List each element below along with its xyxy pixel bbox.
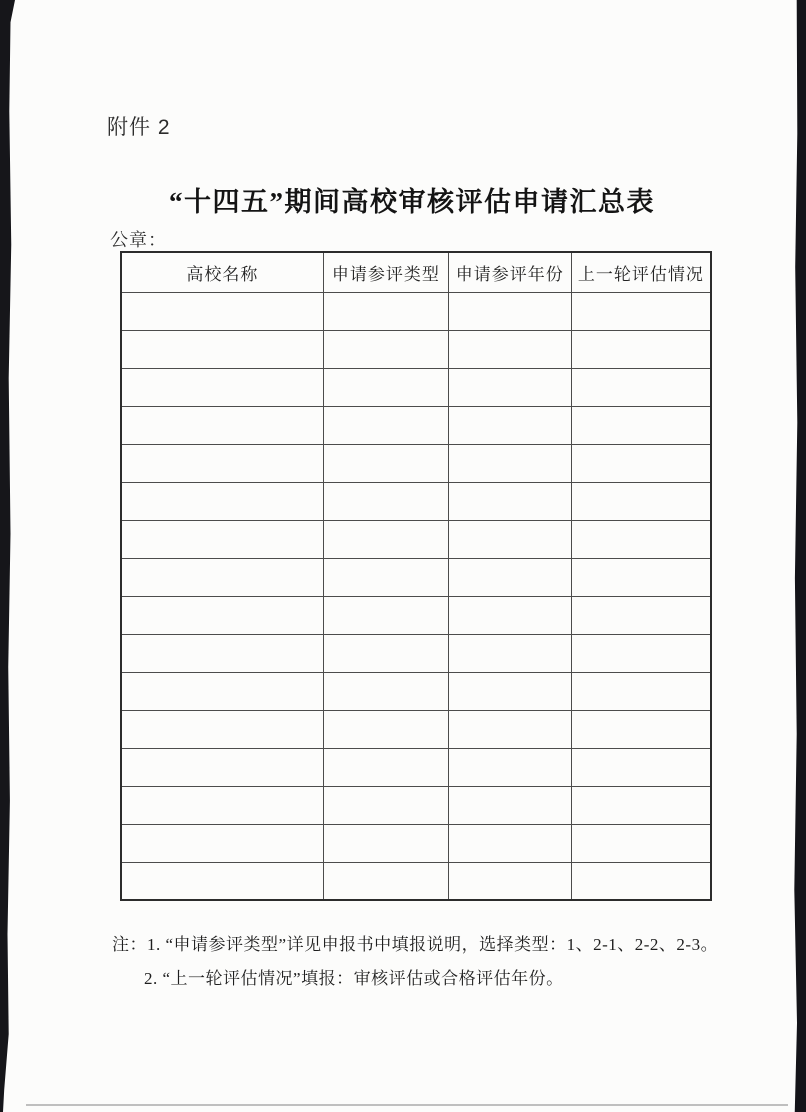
- scan-artifact-bottom-line: [26, 1104, 788, 1106]
- table-row: [121, 330, 711, 368]
- table-cell: [448, 634, 571, 672]
- summary-table-body: [121, 292, 711, 900]
- table-row: [121, 368, 711, 406]
- table-cell: [323, 824, 448, 862]
- column-header: 申请参评年份: [448, 252, 571, 292]
- table-cell: [121, 558, 323, 596]
- scan-artifact-left-edge: [0, 0, 15, 1112]
- document-title: “十四五”期间高校审核评估申请汇总表: [169, 187, 655, 217]
- table-cell: [571, 862, 711, 900]
- table-cell: [323, 482, 448, 520]
- table-cell: [121, 292, 323, 330]
- table-cell: [121, 596, 323, 634]
- table-cell: [121, 330, 323, 368]
- seal-label: 公章：: [110, 230, 167, 250]
- table-cell: [448, 330, 571, 368]
- table-cell: [448, 824, 571, 862]
- note-line: 注：1. “申请参评类型”详见申报书中填报说明，选择类型：1、2-1、2-2、2-3。: [112, 935, 719, 954]
- table-cell: [323, 292, 448, 330]
- table-cell: [571, 368, 711, 406]
- table-cell: [121, 824, 323, 862]
- table-cell: [448, 444, 571, 482]
- table-cell: [323, 330, 448, 368]
- table-cell: [323, 786, 448, 824]
- table-row: [121, 862, 711, 900]
- table-cell: [121, 368, 323, 406]
- table-cell: [448, 596, 571, 634]
- table-cell: [121, 748, 323, 786]
- table-cell: [323, 406, 448, 444]
- table-cell: [323, 634, 448, 672]
- table-cell: [121, 862, 323, 900]
- table-cell: [571, 710, 711, 748]
- table-cell: [571, 444, 711, 482]
- summary-table-head-row: [121, 252, 711, 292]
- table-cell: [448, 520, 571, 558]
- table-cell: [323, 520, 448, 558]
- table-cell: [121, 710, 323, 748]
- table-cell: [323, 558, 448, 596]
- table-cell: [323, 710, 448, 748]
- attachment-label: 附件 2: [107, 116, 171, 139]
- table-cell: [571, 292, 711, 330]
- table-row: [121, 406, 711, 444]
- table-cell: [571, 672, 711, 710]
- table-cell: [121, 406, 323, 444]
- table-cell: [571, 330, 711, 368]
- table-cell: [323, 672, 448, 710]
- table-cell: [571, 558, 711, 596]
- table-cell: [571, 634, 711, 672]
- table-cell: [448, 710, 571, 748]
- table-cell: [448, 482, 571, 520]
- column-header: 上一轮评估情况: [571, 252, 711, 292]
- table-row: [121, 748, 711, 786]
- table-cell: [323, 748, 448, 786]
- summary-table: [120, 251, 712, 901]
- table-row: [121, 558, 711, 596]
- table-cell: [448, 672, 571, 710]
- table-cell: [448, 292, 571, 330]
- scan-artifact-right-edge: [791, 0, 806, 1112]
- table-row: [121, 672, 711, 710]
- notes: [112, 928, 726, 996]
- table-cell: [448, 406, 571, 444]
- table-cell: [323, 596, 448, 634]
- table-row: [121, 482, 711, 520]
- table-row: [121, 824, 711, 862]
- table-cell: [448, 748, 571, 786]
- table-row: [121, 710, 711, 748]
- table-cell: [448, 368, 571, 406]
- table-row: [121, 292, 711, 330]
- table-cell: [121, 482, 323, 520]
- table-cell: [121, 634, 323, 672]
- table-row: [121, 520, 711, 558]
- table-cell: [448, 558, 571, 596]
- table-row: [121, 786, 711, 824]
- column-header: 申请参评类型: [323, 252, 448, 292]
- table-cell: [571, 786, 711, 824]
- table-cell: [571, 520, 711, 558]
- table-cell: [121, 786, 323, 824]
- table-cell: [323, 862, 448, 900]
- table-row: [121, 596, 711, 634]
- table-cell: [121, 672, 323, 710]
- table-cell: [323, 444, 448, 482]
- table-cell: [121, 520, 323, 558]
- table-cell: [571, 596, 711, 634]
- table-cell: [571, 482, 711, 520]
- table-cell: [571, 748, 711, 786]
- table-cell: [323, 368, 448, 406]
- table-cell: [571, 824, 711, 862]
- table-cell: [448, 862, 571, 900]
- table-cell: [571, 406, 711, 444]
- table-row: [121, 634, 711, 672]
- table-row: [121, 444, 711, 482]
- column-header: 高校名称: [121, 252, 323, 292]
- note-line: 2. “上一轮评估情况”填报：审核评估或合格评估年份。: [144, 969, 564, 988]
- table-cell: [121, 444, 323, 482]
- table-cell: [448, 786, 571, 824]
